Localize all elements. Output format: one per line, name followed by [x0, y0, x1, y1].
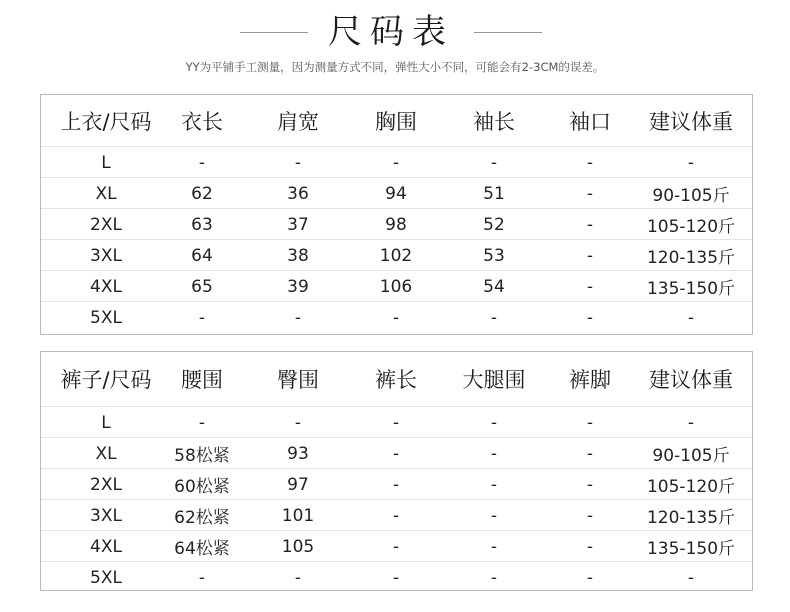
table-cell: -	[586, 245, 594, 266]
table-cell: 135-150斤	[646, 539, 736, 559]
table-cell: 105-120斤	[646, 477, 736, 497]
table-cell: -	[392, 505, 400, 526]
column-header: 大腿围	[462, 368, 526, 392]
table-cell: -	[586, 474, 594, 495]
table-row	[41, 177, 752, 209]
table-cell: 60松紧	[174, 477, 230, 497]
title-divider-right	[474, 32, 542, 33]
table-cell: -	[687, 567, 695, 588]
table-cell: -	[294, 412, 302, 433]
header-row	[41, 95, 752, 146]
table-row	[41, 406, 752, 438]
table-cell: 101	[281, 505, 315, 526]
table-cell: 120-135斤	[646, 248, 736, 268]
column-header: 裤脚	[569, 368, 611, 392]
table-cell: -	[490, 152, 498, 173]
table-cell: 62	[191, 183, 213, 204]
header-row	[41, 352, 752, 406]
table-cell: 62松紧	[174, 508, 230, 528]
column-header: 臀围	[277, 368, 319, 392]
column-header: 衣长	[181, 109, 223, 134]
column-header: 裤长	[375, 368, 417, 392]
table-row	[41, 270, 752, 302]
table-row	[41, 561, 752, 593]
table-cell: 105	[281, 536, 315, 557]
table-cell: -	[687, 412, 695, 433]
table-cell: 39	[287, 276, 309, 297]
table-cell: 93	[287, 443, 309, 464]
table-cell: -	[586, 443, 594, 464]
page-title: 尺码表	[328, 12, 454, 52]
table-cell: 90-105斤	[652, 186, 730, 206]
column-header: 胸围	[375, 109, 417, 134]
column-header: 袖长	[473, 109, 515, 134]
table-cell: -	[392, 536, 400, 557]
table-cell: -	[586, 536, 594, 557]
column-header: 袖口	[569, 109, 611, 134]
table-cell: -	[687, 307, 695, 328]
title-divider-left	[240, 32, 308, 33]
table-cell: 37	[287, 214, 309, 235]
table-cell: XL	[95, 183, 117, 204]
table-cell: -	[490, 567, 498, 588]
table-cell: 52	[483, 214, 505, 235]
table-cell: -	[586, 505, 594, 526]
table-cell: 54	[483, 276, 505, 297]
table-cell: -	[198, 567, 206, 588]
table-cell: 135-150斤	[646, 279, 736, 299]
table-row	[41, 146, 752, 178]
table-cell: 63	[191, 214, 213, 235]
bottom-size-table	[40, 351, 753, 591]
table-cell: -	[392, 152, 400, 173]
table-cell: -	[490, 443, 498, 464]
table-cell: 90-105斤	[652, 446, 730, 466]
table-cell: 58松紧	[174, 446, 230, 466]
column-header: 建议体重	[649, 368, 733, 392]
table-cell: 120-135斤	[646, 508, 736, 528]
table-cell: -	[490, 505, 498, 526]
table-cell: 64	[191, 245, 213, 266]
table-cell: L	[101, 152, 111, 173]
column-header: 建议体重	[649, 109, 733, 134]
table-cell: -	[490, 412, 498, 433]
table-cell: -	[392, 474, 400, 495]
table-cell: -	[586, 307, 594, 328]
table-cell: -	[586, 276, 594, 297]
table-cell: 38	[287, 245, 309, 266]
table-cell: -	[490, 536, 498, 557]
table-cell: -	[294, 567, 302, 588]
table-cell: -	[687, 152, 695, 173]
table-cell: 98	[385, 214, 407, 235]
table-cell: 3XL	[90, 505, 122, 526]
table-cell: -	[392, 412, 400, 433]
table-cell: 4XL	[90, 536, 122, 557]
table-cell: 65	[191, 276, 213, 297]
table-cell: -	[392, 567, 400, 588]
table-cell: 5XL	[90, 307, 122, 328]
column-header: 肩宽	[277, 109, 319, 134]
title-row	[0, 8, 790, 58]
table-row	[41, 468, 752, 500]
table-cell: -	[586, 183, 594, 204]
top-size-table	[40, 94, 753, 335]
table-row	[41, 239, 752, 271]
measurement-note: YY为平铺手工测量，因为测量方式不同，弹性大小不同，可能会有2-3CM的误差。	[185, 60, 605, 74]
table-cell: 105-120斤	[646, 217, 736, 237]
table-cell: 64松紧	[174, 539, 230, 559]
table-cell: -	[198, 307, 206, 328]
table-cell: -	[294, 307, 302, 328]
table-row	[41, 301, 752, 333]
table-cell: -	[198, 152, 206, 173]
table-cell: 2XL	[90, 214, 122, 235]
table-cell: 4XL	[90, 276, 122, 297]
table-cell: 3XL	[90, 245, 122, 266]
column-header: 腰围	[181, 368, 223, 392]
table-cell: -	[392, 443, 400, 464]
table-cell: -	[490, 307, 498, 328]
column-header: 裤子/尺码	[60, 368, 152, 392]
table-cell: 2XL	[90, 474, 122, 495]
table-cell: 53	[483, 245, 505, 266]
table-cell: -	[586, 412, 594, 433]
table-cell: 97	[287, 474, 309, 495]
table-cell: -	[586, 152, 594, 173]
table-cell: 94	[385, 183, 407, 204]
table-cell: -	[490, 474, 498, 495]
table-cell: 51	[483, 183, 505, 204]
table-cell: 102	[379, 245, 413, 266]
table-cell: 36	[287, 183, 309, 204]
table-row	[41, 530, 752, 562]
table-row	[41, 208, 752, 240]
table-cell: -	[586, 214, 594, 235]
table-row	[41, 437, 752, 469]
column-header: 上衣/尺码	[60, 109, 152, 134]
table-cell: 106	[379, 276, 413, 297]
table-cell: -	[586, 567, 594, 588]
table-row	[41, 499, 752, 531]
table-cell: XL	[95, 443, 117, 464]
table-cell: -	[392, 307, 400, 328]
table-cell: L	[101, 412, 111, 433]
table-cell: -	[198, 412, 206, 433]
table-cell: -	[294, 152, 302, 173]
table-cell: 5XL	[90, 567, 122, 588]
